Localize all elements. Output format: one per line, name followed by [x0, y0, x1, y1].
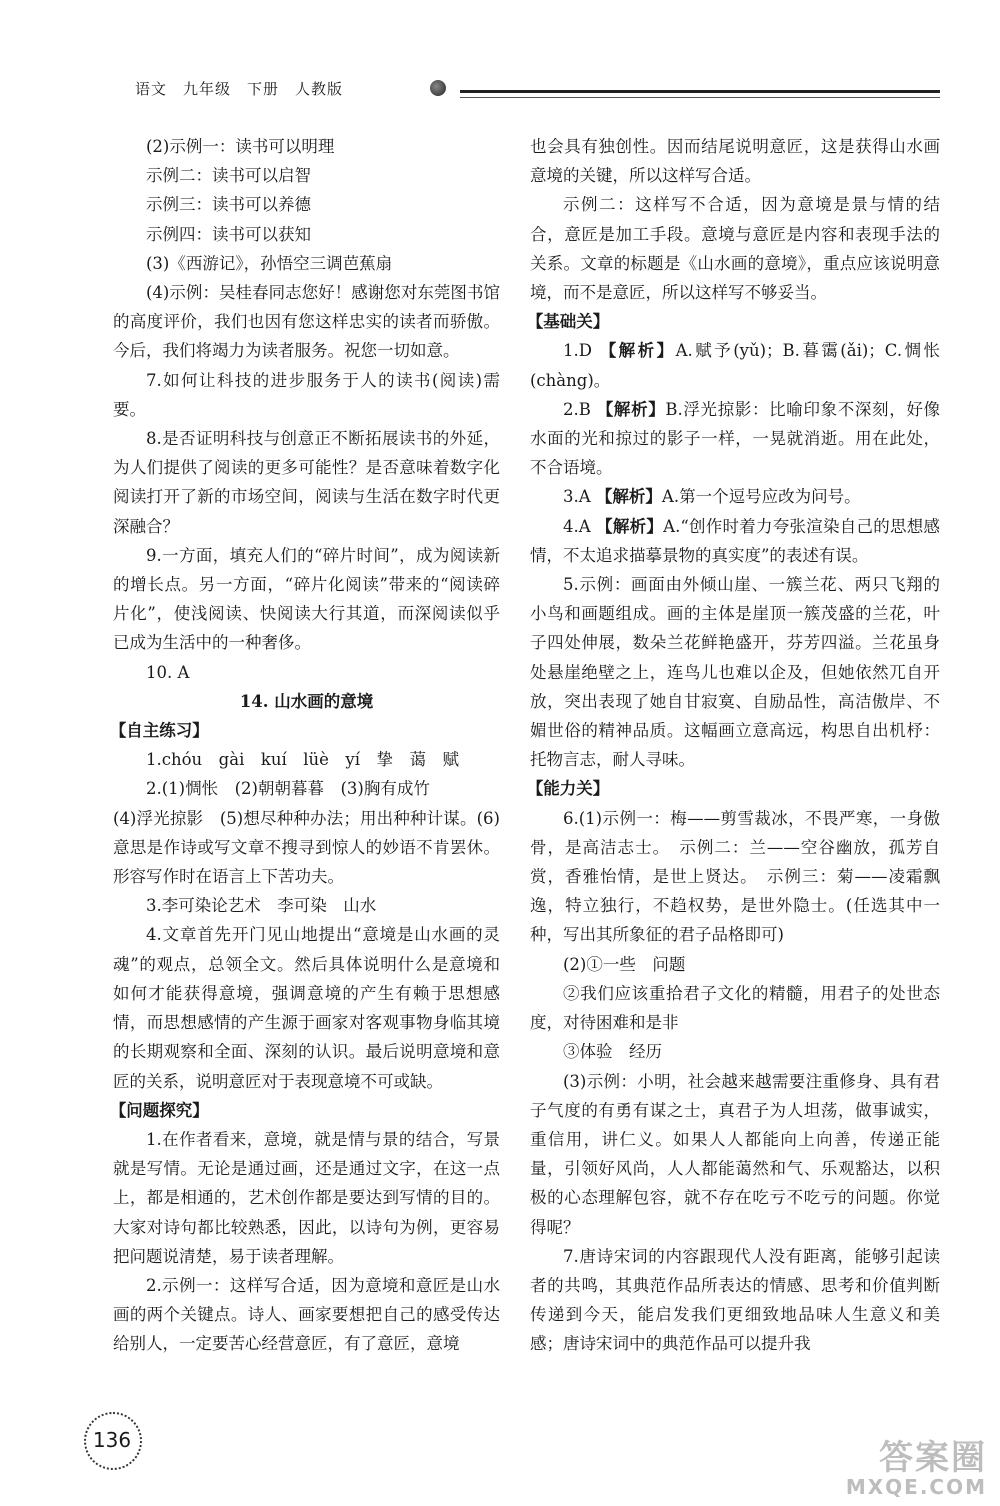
section-heading: 【自主练习】	[109, 721, 209, 741]
text-paragraph: 4.文章首先开门见山地提出“意境是山水画的灵魂”的观点，总领全文。然后具体说明什么是意境和如何才能获得意境，强调意境的产生有赖于思想感情，而思想感情的产生源于画家对客观事物身临其境的长期观察和全面、深刻的认识。最后说明意境和意匠的关系，说明意匠对于表现意境不可或缺。	[113, 925, 500, 1091]
answer-item	[530, 395, 940, 483]
text-paragraph: 5.示例：画面由外倾山崖、一簇兰花、两只飞翔的小鸟和画题组成。画的主体是崖顶一簇茂盛的兰花，叶子四处伸展，数朵兰花鲜艳盛开，芬芳四溢。兰花虽身处悬崖绝壁之上，连鸟儿也难以企及，但她依然兀自开放，突出表现了她自甘寂寞、自励品性，高洁傲岸、不媚世俗的精神品质。这幅画立意高远，构思自出机杼：托物言志，耐人寻味。	[530, 575, 940, 770]
section-heading: 【基础关】	[526, 312, 610, 332]
text-paragraph: 示例二：这样写不合适，因为意境是景与情的结合，意匠是加工手段。意境与意匠是内容和表现手法的关系。文章的标题是《山水画的意境》，重点应该说明意境，而不是意匠，所以这样写不够妥当。	[530, 195, 940, 303]
header-ornament-icon	[430, 80, 446, 96]
text-paragraph: (3)示例：小明，社会越来越需要注重修身、具有君子气度的有勇有谋之士，真君子为人坦荡，做事诚实，重信用，讲仁义。如果人人都能向上向善，传递正能量，引领好风尚，人人都能蔼然和气、乐观豁达，以积极的心态理解包容，就不存在吃亏不吃亏的问题。你觉得呢？	[530, 1071, 940, 1237]
text-paragraph: 7.唐诗宋词的内容跟现代人没有距离，能够引起读者的共鸣，其典范作品所表达的情感、思考和价值判断传递到今天，能启发我们更细致地品味人生意义和美感；唐诗宋词中的典范作品可以提升我	[530, 1246, 940, 1354]
answer-item	[530, 336, 940, 394]
section-heading: 【能力关】	[526, 779, 610, 799]
text-paragraph: (4)浮光掠影 (5)想尽种种办法；用出种种计谋。(6)意思是作诗或写文章不搜寻到惊人的妙语不肯罢休。形容写作时在语言上下苦功夫。	[113, 808, 500, 887]
text-paragraph: 1.在作者看来，意境，就是情与景的结合，写景就是写情。无论是通过画，还是通过文字，在这一点上，都是相通的，艺术创作都是要达到写情的目的。大家对诗句都比较熟悉，因此，以诗句为例，更容易把问题说清楚，易于读者理解。	[113, 1129, 500, 1266]
text-paragraph: 7.如何让科技的进步服务于人的读书(阅读)需要。	[113, 370, 500, 419]
analysis-label: 【解析】	[595, 487, 662, 507]
page-number: 136	[92, 1428, 132, 1452]
answer-item	[530, 482, 940, 511]
analysis-label: 【解析】	[599, 341, 676, 361]
text-paragraph: (3)《西游记》，孙悟空三调芭蕉扇	[146, 253, 393, 273]
analysis-label: 【解析】	[596, 399, 666, 419]
text-paragraph: 示例三：读书可以养德	[146, 195, 311, 215]
text-paragraph: ③体验 经历	[563, 1042, 662, 1062]
site-watermark	[812, 1440, 987, 1500]
analysis-text: A.赋予(yǔ)；B.暮霭(ǎi)；C.惆怅(chàng)。	[530, 341, 941, 390]
text-paragraph: (2)示例一：读书可以明理	[146, 137, 335, 156]
text-paragraph: 2.示例一：这样写合适，因为意境和意匠是山水画的两个关键点。诗人、画家要想把自己的感受传达给别人，一定要苦心经营意匠，有了意匠，意境	[113, 1275, 500, 1354]
text-paragraph: 也会具有独创性。因而结尾说明意匠，这是获得山水画意境的关键，所以这样写合适。	[530, 137, 940, 186]
text-paragraph: 示例二：读书可以启智	[146, 166, 311, 186]
analysis-text: A.第一个逗号应改为问号。	[661, 487, 861, 507]
section-heading: 【问题探究】	[109, 1100, 209, 1120]
answer-number: 1.D	[563, 341, 600, 361]
left-text-column	[109, 132, 500, 1359]
watermark-logo-text: 答案圈	[879, 1438, 987, 1478]
text-paragraph: 10. A	[146, 662, 190, 682]
text-paragraph: ②我们应该重拾君子文化的精髓，用君子的处世态度，对待困难和是非	[530, 983, 940, 1033]
header-rule-thin	[460, 97, 940, 98]
answer-number: 4.A	[563, 516, 597, 536]
text-paragraph: 8.是否证明科技与创意正不断拓展读书的外延，为人们提供了阅读的更多可能性？是否意味着数字化阅读打开了新的市场空间，阅读与生活在数字时代更深融合？	[113, 429, 500, 536]
answer-number: 3.A	[563, 487, 596, 507]
answer-item	[530, 512, 940, 570]
text-paragraph: 2.(1)惆怅 (2)朝朝暮暮 (3)胸有成竹	[146, 779, 430, 799]
answer-number: 2.B	[563, 399, 597, 419]
header-book-info: 语文 九年级 下册 人教版	[135, 80, 344, 98]
text-paragraph: 9.一方面，填充人们的“碎片时间”，成为阅读新的增长点。另一方面，“碎片化阅读”带来的“阅读碎片化”，使浅阅读、快阅读大行其道，而深阅读似乎已成为生活中的一种奢侈。	[113, 545, 500, 653]
right-text-column	[526, 132, 941, 1359]
text-paragraph: 6.(1)示例一：梅——剪雪裁冰，不畏严寒，一身傲骨，是高洁志士。 示例二：兰——空谷幽放，孤芳自赏，香雅怡情，是世上贤达。 示例三：菊——凌霜飘逸，特立独行，不趋权势，是世外隐士。(任选其中一种，写出其所象征的君子品格即可)	[530, 808, 940, 945]
text-paragraph: 3.李可染论艺术 李可染 山水	[146, 896, 377, 916]
running-header	[95, 78, 945, 108]
text-paragraph: (2)①一些 问题	[563, 954, 686, 974]
analysis-label: 【解析】	[596, 516, 664, 536]
analysis-text: A.“创作时着力夸张渲染自己的思想感情，不太追求描摹景物的真实度”的表述有误。	[530, 516, 940, 565]
analysis-text: B.浮光掠影：比喻印象不深刻，好像水面的光和掠过的影子一样，一晃就消逝。用在此处，不合语境。	[530, 399, 940, 478]
text-paragraph: 示例四：读书可以获知	[146, 224, 311, 244]
lesson-title: 14. 山水画的意境	[239, 691, 374, 711]
watermark-domain: MXQE.COM	[845, 1475, 987, 1499]
text-paragraph: (4)示例：吴桂春同志您好！感谢您对东莞图书馆的高度评价，我们也因有您这样忠实的读者而骄傲。今后，我们将竭力为读者服务。祝您一切如意。	[113, 283, 500, 361]
text-paragraph: 1.chóu gài kuí lüè yí 挚 蔼 赋	[146, 750, 460, 770]
header-rule	[460, 90, 940, 93]
